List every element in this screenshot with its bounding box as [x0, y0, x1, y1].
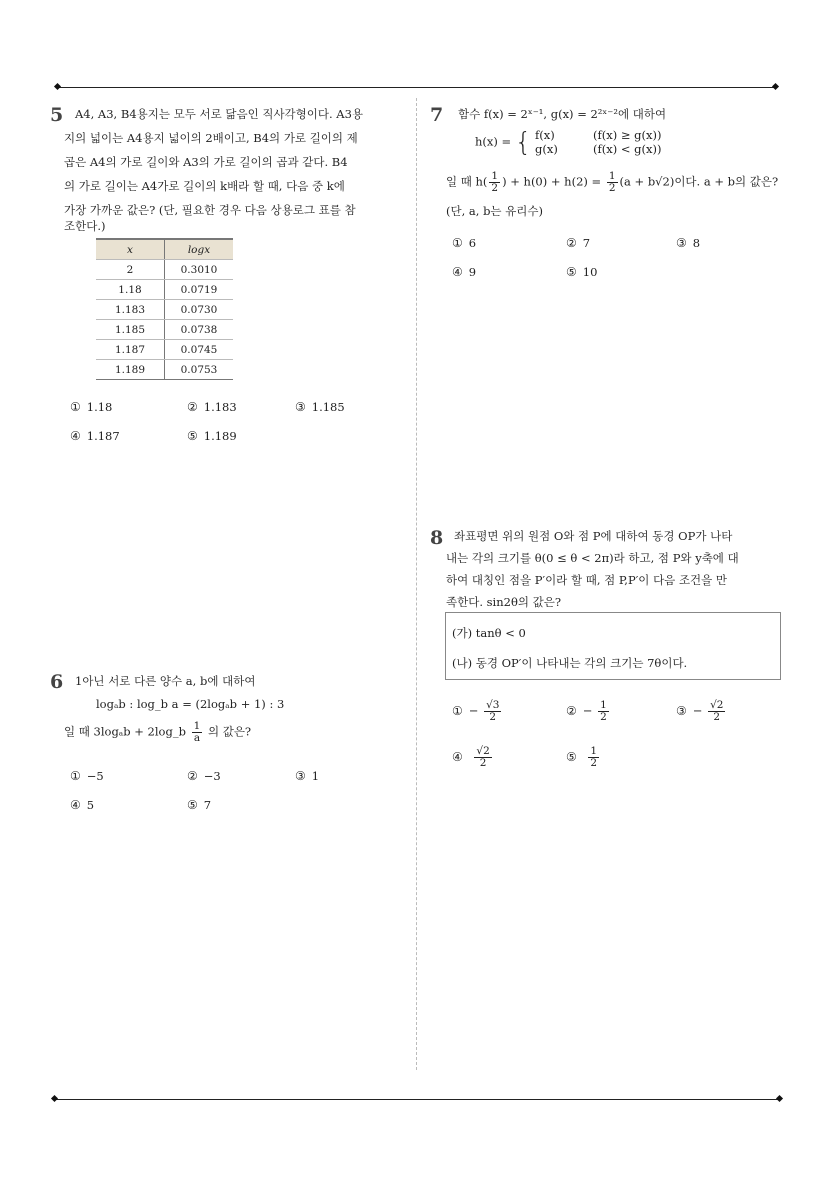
table-cell: 1.189 — [96, 360, 165, 380]
choice-5[interactable] — [566, 746, 601, 769]
question-text-line: 하여 대칭인 점을 P′이라 할 때, 점 P,P′이 다음 조건을 만 — [446, 573, 728, 587]
table-header: logx — [165, 239, 234, 260]
fraction-numerator: 1 — [590, 745, 598, 757]
equation: logₐb : log_b a = (2logₐb + 1) : 3 — [96, 697, 285, 711]
choice-4[interactable] — [70, 798, 94, 812]
choice-mark: ⑤ — [566, 749, 577, 764]
h-lhs: h(x) = — [475, 134, 512, 149]
choice-mark: ③ — [295, 400, 306, 414]
fraction-numerator: 1 — [608, 170, 616, 182]
table-cell: 1.18 — [96, 280, 165, 300]
table-header: x — [96, 239, 165, 260]
choice-1[interactable] — [70, 400, 112, 414]
fraction-denominator: 2 — [479, 757, 487, 770]
case-expr: f(x) — [535, 128, 555, 142]
conditions-box — [445, 612, 781, 680]
table-cell: 0.0730 — [165, 300, 234, 320]
fraction — [192, 721, 203, 744]
fraction-denominator: 2 — [600, 711, 607, 724]
question-number: 5 — [50, 104, 64, 126]
choice-2[interactable] — [566, 236, 590, 250]
question-text-line: 곱은 A4의 가로 길이와 A3의 가로 길이의 곱과 같다. B4 — [64, 155, 348, 169]
text-segment: 일 때 3logₐb + 2log_b — [64, 724, 186, 739]
column-divider — [416, 98, 417, 1070]
condition-a: (가) tanθ < 0 — [452, 626, 526, 640]
question-number: 6 — [50, 671, 64, 693]
choice-1[interactable] — [452, 700, 503, 723]
bottom-rule — [55, 1099, 780, 1100]
question-text-line: (단, a, b는 유리수) — [446, 204, 544, 218]
choice-text: 9 — [468, 265, 477, 279]
choice-mark: ② — [187, 769, 198, 783]
table-row — [96, 260, 233, 280]
table-cell: 1.185 — [96, 320, 165, 340]
choice-2[interactable] — [566, 700, 611, 723]
fraction — [484, 700, 501, 723]
fraction-denominator: 2 — [590, 757, 598, 770]
choice-text: −3 — [203, 769, 221, 783]
choice-4[interactable] — [452, 746, 494, 769]
fraction-denominator: 2 — [489, 711, 497, 724]
choice-4[interactable] — [452, 265, 476, 279]
table-row — [96, 280, 233, 300]
table-cell: 0.3010 — [165, 260, 234, 280]
table-row — [96, 360, 233, 380]
fraction — [607, 171, 618, 194]
table-cell: 1.183 — [96, 300, 165, 320]
choice-5[interactable] — [187, 798, 211, 812]
table-row — [96, 340, 233, 360]
case-expr: g(x) — [535, 142, 558, 157]
table-cell: 0.0753 — [165, 360, 234, 380]
table-cell: 2 — [96, 260, 165, 280]
fraction-numerator: √3 — [486, 699, 500, 711]
choice-text: 1.185 — [311, 400, 345, 414]
question-text-line: 족한다. sin2θ의 값은? — [446, 595, 562, 609]
choice-text: 8 — [692, 236, 701, 250]
choice-mark: ⑤ — [187, 429, 198, 443]
choice-mark: ⑤ — [187, 798, 198, 812]
text-segment: 일 때 h( — [446, 174, 488, 189]
choice-3[interactable] — [676, 236, 700, 250]
condition-b: (나) 동경 OP′이 나타내는 각의 크기는 7θ이다. — [452, 656, 688, 670]
question-text-line: 가장 가까운 값은? (단, 필요한 경우 다음 상용로그 표를 참 — [64, 203, 356, 217]
table-cell: 0.0745 — [165, 340, 234, 360]
choice-mark: ① — [70, 769, 81, 783]
question-text-line: 조한다.) — [64, 219, 106, 233]
choice-1[interactable] — [70, 769, 104, 783]
cases — [535, 128, 661, 157]
choice-3[interactable] — [295, 400, 345, 414]
choice-text: −5 — [86, 769, 104, 783]
choice-5[interactable] — [187, 429, 237, 443]
top-rule — [58, 87, 776, 88]
fraction-denominator: 2 — [491, 182, 499, 195]
fraction — [708, 700, 725, 723]
text-segment: (a + b√2)이다. a + b의 값은? — [619, 174, 779, 189]
left-brace: { — [514, 127, 532, 158]
choice-mark: ① — [452, 236, 463, 250]
case-cond: (f(x) ≥ g(x)) — [593, 128, 662, 142]
piecewise-definition — [475, 128, 662, 157]
table-cell: 1.187 — [96, 340, 165, 360]
question-number: 8 — [430, 527, 444, 549]
table-row — [96, 300, 233, 320]
choice-text: 1.189 — [203, 429, 237, 443]
bottom-rule-left-diamond — [51, 1095, 58, 1102]
fraction — [489, 171, 500, 194]
top-rule-left-diamond — [54, 83, 61, 90]
fraction-numerator: 1 — [193, 720, 201, 732]
fraction — [588, 746, 599, 769]
fraction-denominator: 2 — [713, 711, 721, 724]
question-text-line: 내는 각의 크기를 θ(0 ≤ θ < 2π)라 하고, 점 P와 y축에 대 — [446, 551, 739, 565]
choice-mark: ③ — [676, 236, 687, 250]
choice-2[interactable] — [187, 400, 237, 414]
choice-mark: ④ — [70, 429, 81, 443]
choice-4[interactable] — [70, 429, 120, 443]
choice-mark: ② — [566, 236, 577, 250]
question-text-line — [446, 171, 778, 194]
case-cond: (f(x) < g(x)) — [593, 142, 662, 157]
choice-text: 5 — [86, 798, 95, 812]
fraction-denominator: 2 — [608, 182, 616, 195]
choice-text: 7 — [203, 798, 212, 812]
choice-text: 10 — [582, 265, 598, 279]
table-row — [96, 320, 233, 340]
choice-text: 6 — [468, 236, 477, 250]
choice-text: 7 — [582, 236, 591, 250]
question-text-line: 1아닌 서로 다른 양수 a, b에 대하여 — [75, 674, 256, 688]
question-number: 7 — [430, 104, 444, 126]
fraction-numerator: 1 — [491, 170, 499, 182]
choice-text: 1.18 — [86, 400, 113, 414]
table-cell: 0.0738 — [165, 320, 234, 340]
choice-mark: ① — [452, 703, 463, 718]
fraction — [474, 746, 491, 769]
choice-2[interactable] — [187, 769, 221, 783]
fraction-numerator: √2 — [476, 745, 490, 757]
choice-mark: ② — [187, 400, 198, 414]
log-table — [96, 238, 233, 380]
choice-3[interactable] — [676, 700, 727, 723]
fraction-numerator: 1 — [600, 699, 607, 711]
text-segment: ) + h(0) + h(2) = — [502, 174, 602, 189]
top-rule-right-diamond — [772, 83, 779, 90]
choice-mark: ③ — [676, 703, 687, 718]
choice-text: 1.183 — [203, 400, 237, 414]
fraction-numerator: √2 — [710, 699, 724, 711]
choice-1[interactable] — [452, 236, 476, 250]
question-text-line: 좌표평면 위의 원점 O와 점 P에 대하여 동경 OP가 나타 — [454, 529, 733, 543]
choice-mark: ⑤ — [566, 265, 577, 279]
choice-mark: ④ — [452, 265, 463, 279]
choice-mark: ① — [70, 400, 81, 414]
table-cell: 0.0719 — [165, 280, 234, 300]
fraction-denominator: a — [193, 732, 201, 745]
bottom-rule-right-diamond — [776, 1095, 783, 1102]
question-text-line: 의 가로 길이는 A4가로 길이의 k배라 할 때, 다음 중 k에 — [64, 179, 345, 193]
choice-mark: ② — [566, 703, 577, 718]
choice-5[interactable] — [566, 265, 597, 279]
text-segment: 의 값은? — [207, 724, 252, 739]
question-text-line — [64, 721, 251, 744]
choice-mark: ④ — [452, 749, 463, 764]
choice-3[interactable] — [295, 769, 319, 783]
fraction — [598, 700, 609, 723]
choice-mark: ③ — [295, 769, 306, 783]
choice-mark: ④ — [70, 798, 81, 812]
choice-text: 1 — [311, 769, 320, 783]
question-text-line: A4, A3, B4용지는 모두 서로 닮음인 직사각형이다. A3용 — [75, 107, 364, 121]
choice-sign: − — [468, 703, 479, 718]
choice-text: 1.187 — [86, 429, 120, 443]
question-text-line: 함수 f(x) = 2ˣ⁻¹, g(x) = 2²ˣ⁻²에 대하여 — [458, 107, 667, 121]
choice-sign: − — [692, 703, 703, 718]
choice-sign: − — [582, 703, 593, 718]
question-text-line: 지의 넓이는 A4용지 넓이의 2배이고, B4의 가로 길이의 제 — [64, 131, 358, 145]
